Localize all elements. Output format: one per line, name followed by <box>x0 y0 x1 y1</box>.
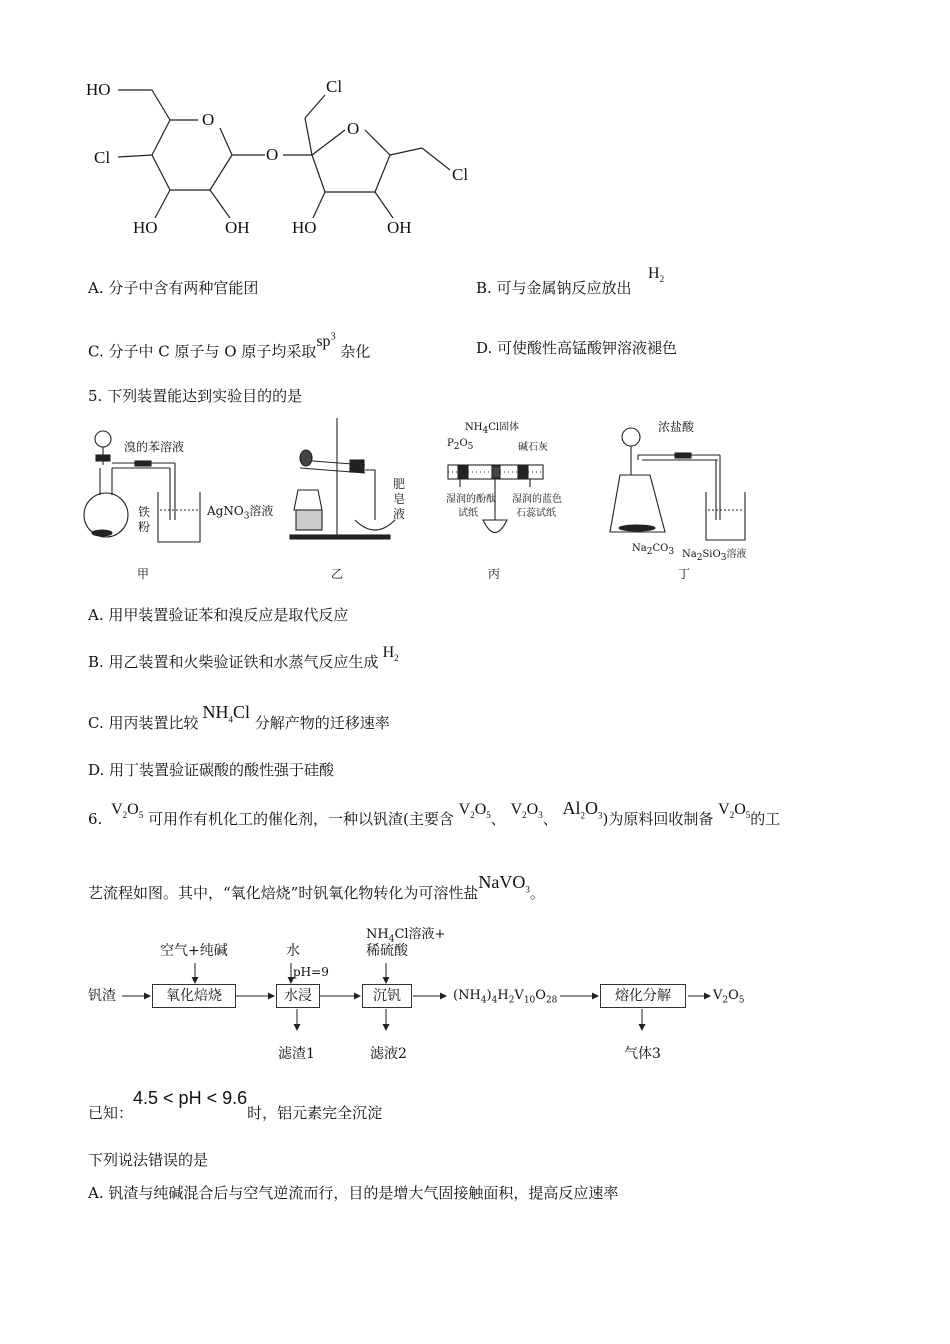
formula-post: Cl固体 <box>488 422 520 433</box>
hydroxyl-label: HO <box>86 80 111 99</box>
flow-step1-input: 空气+纯碱 <box>160 943 228 959</box>
formula-sub: 2 <box>522 810 527 821</box>
formula-post: 溶液 <box>726 549 747 560</box>
formula-v: V <box>458 801 471 818</box>
formula-nh: NH <box>366 927 389 942</box>
known-text: 时，铝元素完全沉淀 <box>247 1104 383 1122</box>
hydroxyl-label: HO <box>292 218 317 237</box>
q4-option-a: A. 分子中含有两种官能团 <box>88 279 259 297</box>
formula-sub: 28 <box>545 995 558 1006</box>
formula-sup: 3 <box>330 332 336 343</box>
q5-option-b-text: B. 用乙装置和火柴验证铁和水蒸气反应生成 <box>88 653 379 671</box>
flow-step2-input: 水 <box>286 943 300 959</box>
caption-yi: 乙 <box>331 567 344 581</box>
formula-al: Al <box>562 798 581 818</box>
label-iron: 铁 <box>138 505 151 519</box>
formula-agno: AgNO <box>207 504 244 518</box>
formula-part: O <box>535 988 546 1003</box>
formula-v: V <box>111 801 123 818</box>
known-label: 已知： <box>88 1104 134 1122</box>
formula-o: O <box>127 801 139 818</box>
question-number: 6. <box>88 810 103 828</box>
q4-option-c-post: 杂化 <box>340 342 371 361</box>
caption-ding: 丁 <box>678 567 691 581</box>
formula-post: Cl溶液+ <box>394 927 446 942</box>
formula-sub: 5 <box>486 810 491 821</box>
bridge-oxygen-label: O <box>266 145 279 164</box>
formula-part: ) <box>486 988 492 1003</box>
label-conc-hcl: 浓盐酸 <box>658 420 695 434</box>
formula-sub: 2 <box>122 810 128 821</box>
formula-o: O <box>459 438 468 449</box>
formula-sub: 5 <box>738 995 745 1006</box>
formula-sub: 3 <box>720 553 727 563</box>
formula-o: O <box>526 801 539 818</box>
formula-co: CO <box>652 543 669 554</box>
flow-step3-input2: 稀硫酸 <box>366 943 408 959</box>
label-iron-powder: 粉 <box>138 520 151 534</box>
q5-option-c-post: 分解产物的迁移速率 <box>254 714 390 732</box>
label-litmus-1: 湿润的蓝色 <box>512 494 562 505</box>
formula-sub: 4 <box>388 934 395 945</box>
formula-sub: 3 <box>243 511 250 522</box>
hydroxyl-label: HO <box>133 218 158 237</box>
q4-option-d: D. 可使酸性高锰酸钾溶液褪色 <box>476 339 678 357</box>
formula-sub: 3 <box>525 884 530 895</box>
label-bromine-benzene: 溴的苯溶液 <box>124 440 185 454</box>
flow-step2-ph: pH=9 <box>293 965 329 979</box>
known-formula: 4.5 < pH < 9.6 <box>133 1088 248 1108</box>
formula-sub: 2 <box>722 995 729 1006</box>
flow-start-label: 钒渣 <box>88 988 116 1004</box>
formula-part: (NH <box>453 988 481 1003</box>
formula-part: V <box>514 988 524 1003</box>
q5-stem: 5. 下列装置能达到实验目的的是 <box>88 387 303 405</box>
ring-oxygen-label: O <box>202 110 215 129</box>
formula-sub: 2 <box>646 547 653 557</box>
formula-sub: 2 <box>394 653 399 664</box>
flow-step-oxidative-roast: 氧化焙烧 <box>152 984 236 1008</box>
label-soda-lime: 碱石灰 <box>518 442 548 453</box>
formula-sp: sp <box>316 333 331 351</box>
flow-step2-output: 滤渣1 <box>278 1046 315 1062</box>
formula-sub: 2 <box>508 995 515 1006</box>
q4-option-b-text: B. 可与金属钠反应放出 <box>476 279 632 297</box>
formula-sub: 2 <box>470 810 475 821</box>
formula-sub: 3 <box>668 547 675 557</box>
q5-option-c-pre: C. 用丙装置比较 <box>88 714 199 732</box>
caption-jia: 甲 <box>137 567 150 581</box>
formula-sub: 4 <box>480 995 487 1006</box>
formula-sub: 3 <box>597 810 603 821</box>
formula-sub: 2 <box>696 553 703 563</box>
formula-sub: 4 <box>482 426 489 436</box>
label-soap-2: 皂 <box>393 492 406 506</box>
hydroxyl-label: OH <box>387 218 412 237</box>
chlorine-label: Cl <box>94 148 111 167</box>
flow-intermediate-product <box>453 986 557 1011</box>
formula-na: Na <box>682 549 697 560</box>
q6-text-line2: 艺流程如图。其中，“氧化焙烧”时钒氧化物转化为可溶性盐 <box>88 884 479 902</box>
chlorine-label: Cl <box>452 165 469 184</box>
q5-option-a: A. 用甲装置验证苯和溴反应是取代反应 <box>88 606 349 624</box>
label-litmus-2: 石蕊试纸 <box>516 508 556 519</box>
separator: 、 <box>542 810 558 828</box>
formula-sub: 4 <box>491 995 498 1006</box>
formula-o: O <box>474 801 487 818</box>
period: 。 <box>529 884 545 902</box>
q6-text-2: )为原料回收制备 <box>602 810 714 828</box>
flow-step3-output: 滤液2 <box>370 1046 407 1062</box>
formula-h: H <box>648 265 660 282</box>
label-phenolphthalein-1: 湿润的酚酞 <box>446 494 496 505</box>
formula-sio: SiO <box>702 549 721 560</box>
q6-question: 下列说法错误的是 <box>88 1151 209 1169</box>
label-soap-1: 肥 <box>393 477 406 491</box>
formula-sub: 2 <box>659 274 665 285</box>
flow-end-product <box>713 986 745 1011</box>
label-soap-3: 液 <box>393 507 406 521</box>
q4-option-c-pre: C. 分子中 C 原子与 O 原子均采取 <box>88 342 317 361</box>
formula-o: O <box>584 798 598 818</box>
q6-text-1: 可用作有机化工的催化剂，一种以钒渣(主要含 <box>148 810 454 828</box>
flow-step-melt-decompose: 熔化分解 <box>600 984 686 1008</box>
formula-o: O <box>734 801 746 818</box>
flow-step-water-leach: 水浸 <box>276 984 320 1008</box>
separator: 、 <box>490 810 506 828</box>
formula-v: V <box>510 801 523 818</box>
flow-step4-output: 气体3 <box>624 1046 661 1062</box>
formula-sub: 4 <box>228 714 233 725</box>
formula-sub: 5 <box>745 810 751 821</box>
chlorine-label: Cl <box>326 77 343 96</box>
formula-na: Na <box>632 543 647 554</box>
formula-sub: 2 <box>453 442 460 452</box>
formula-sub: 3 <box>538 810 543 821</box>
formula-sub: 10 <box>523 995 536 1006</box>
formula-post: 溶液 <box>249 504 274 518</box>
q5-option-d: D. 用丁装置验证碳酸的酸性强于硅酸 <box>88 761 335 779</box>
label-phenolphthalein-2: 试纸 <box>458 508 478 519</box>
formula-sub: 5 <box>138 810 144 821</box>
formula-navo: NaVO <box>478 872 526 892</box>
formula-v: V <box>718 801 730 818</box>
flow-step-vanadium-precipitation: 沉钒 <box>362 984 412 1008</box>
formula-sub: 2 <box>729 810 735 821</box>
formula-h: H <box>382 644 395 661</box>
hydroxyl-label: OH <box>225 218 250 237</box>
formula-nh: NH <box>465 422 483 433</box>
formula-cl: Cl <box>232 702 250 722</box>
formula-v: V <box>713 988 723 1003</box>
formula-part: H <box>497 988 509 1003</box>
ring-oxygen-label: O <box>347 119 360 138</box>
q6-text-3: 的工 <box>750 810 781 828</box>
caption-bing: 丙 <box>488 567 501 581</box>
formula-p: P <box>447 438 454 449</box>
formula-sub: 2 <box>580 810 585 821</box>
q6-option-a: A. 钒渣与纯碱混合后与空气逆流而行，目的是增大气固接触面积，提高反应速率 <box>88 1184 619 1202</box>
q6-known-condition <box>88 1088 383 1123</box>
formula-sub: 5 <box>467 442 474 452</box>
formula-nh: NH <box>202 702 229 722</box>
formula-o: O <box>728 988 739 1003</box>
